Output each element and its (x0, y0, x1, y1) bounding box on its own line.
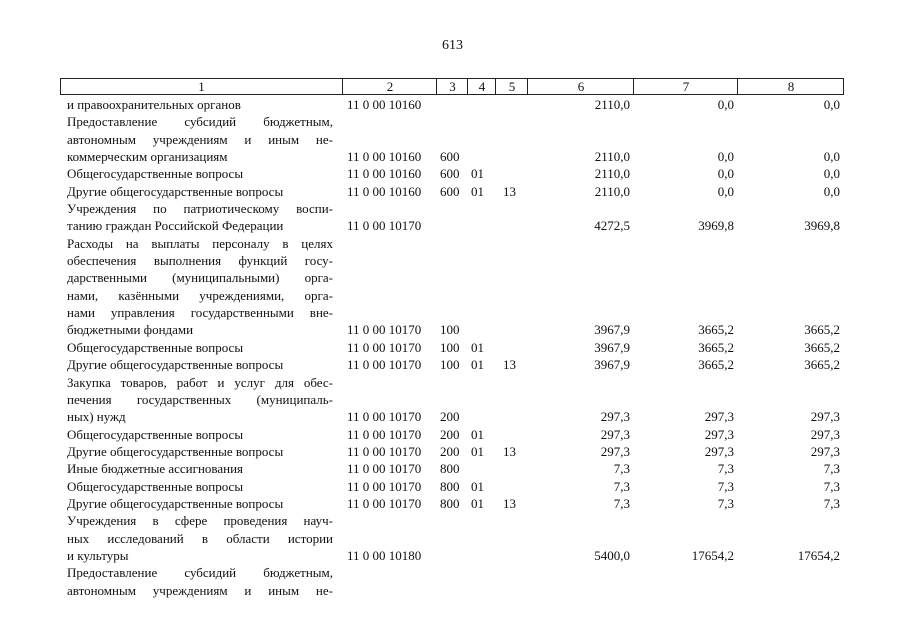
row-section: 01 (471, 339, 484, 355)
page-number: 613 (442, 38, 463, 53)
row-name: Иные бюджетные ассигнования (67, 461, 244, 477)
table-row (60, 512, 844, 529)
row-section: 01 (471, 166, 484, 182)
row-value-col8: 3665,2 (804, 322, 840, 338)
table-row (60, 96, 844, 113)
row-value-col7: 297,3 (704, 426, 734, 442)
table-row (60, 339, 844, 356)
row-value-col8: 297,3 (810, 426, 840, 442)
row-expense-type: 800 (440, 461, 460, 477)
table-row (60, 148, 844, 165)
table-row (60, 217, 844, 234)
row-value-col6: 7,3 (613, 495, 630, 511)
row-expense-type: 600 (440, 183, 460, 199)
row-name: нами, казёнными учреждениями, орга- (67, 287, 333, 303)
table-row (60, 495, 844, 512)
row-subsection: 13 (503, 443, 516, 459)
row-code: 11 0 00 10170 (347, 339, 422, 355)
row-name: печения государственных (муниципаль- (67, 391, 333, 407)
row-value-col6: 297,3 (600, 409, 630, 425)
table-row (60, 235, 844, 252)
header-col-4: 4 (467, 79, 496, 94)
row-name: Предоставление субсидий бюджетным, (67, 565, 333, 581)
row-name: Общегосударственные вопросы (67, 166, 244, 182)
row-section: 01 (471, 443, 484, 459)
table-row (60, 391, 844, 408)
row-section: 01 (471, 357, 484, 373)
row-value-col6: 3967,9 (594, 339, 630, 355)
row-value-col8: 3665,2 (804, 357, 840, 373)
table-row (60, 356, 844, 373)
row-value-col7: 3665,2 (698, 357, 734, 373)
table-row (60, 443, 844, 460)
row-value-col6: 2110,0 (594, 97, 630, 112)
row-value-col6: 5400,0 (594, 547, 630, 563)
row-value-col8: 0,0 (823, 183, 840, 199)
row-expense-type: 200 (440, 409, 460, 425)
row-name: Другие общегосударственные вопросы (67, 357, 284, 373)
header-col-6: 6 (527, 79, 634, 94)
row-code: 11 0 00 10170 (347, 443, 422, 459)
row-value-col8: 297,3 (810, 443, 840, 459)
table-row (60, 165, 844, 182)
row-value-col6: 2110,0 (594, 149, 630, 165)
row-value-col8: 0,0 (823, 149, 840, 165)
row-expense-type: 100 (440, 357, 460, 373)
row-name: ных) нужд (67, 409, 126, 425)
row-value-col7: 7,3 (717, 495, 734, 511)
table-row (60, 131, 844, 148)
table-row (60, 113, 844, 130)
header-col-2: 2 (342, 79, 437, 94)
row-code: 11 0 00 10170 (347, 495, 422, 511)
row-value-col8: 17654,2 (797, 547, 840, 563)
row-subsection: 13 (503, 183, 516, 199)
row-value-col8: 0,0 (823, 97, 840, 112)
row-expense-type: 200 (440, 443, 460, 459)
row-value-col7: 3665,2 (698, 322, 734, 338)
row-name: Общегосударственные вопросы (67, 478, 244, 494)
row-name: Учреждения в сфере проведения науч- (67, 513, 333, 529)
row-name: Общегосударственные вопросы (67, 339, 244, 355)
row-name: танию граждан Российской Федерации (67, 218, 284, 234)
table-row (60, 460, 844, 477)
table-row (60, 374, 844, 391)
table-row (60, 478, 844, 495)
row-value-col7: 17654,2 (691, 547, 734, 563)
row-value-col7: 0,0 (717, 97, 734, 112)
row-code: 11 0 00 10170 (347, 409, 422, 425)
row-code: 11 0 00 10160 (347, 183, 422, 199)
row-value-col7: 297,3 (704, 409, 734, 425)
row-value-col6: 297,3 (600, 426, 630, 442)
row-value-col8: 0,0 (823, 166, 840, 182)
table-row (60, 408, 844, 425)
row-name: коммерческим организациям (67, 149, 228, 165)
row-value-col7: 3969,8 (698, 218, 734, 234)
table-row (60, 321, 844, 338)
row-name: и правоохранительных органов (67, 97, 241, 112)
row-section: 01 (471, 478, 484, 494)
row-subsection: 13 (503, 495, 516, 511)
row-section: 01 (471, 495, 484, 511)
row-expense-type: 800 (440, 495, 460, 511)
table-row (60, 200, 844, 217)
row-value-col8: 7,3 (823, 495, 840, 511)
row-name: автономным учреждениям и иным не- (67, 131, 333, 147)
row-name: Расходы на выплаты персоналу в целях (67, 235, 333, 251)
row-code: 11 0 00 10170 (347, 322, 422, 338)
row-code: 11 0 00 10170 (347, 357, 422, 373)
row-name: и культуры (67, 547, 129, 563)
row-expense-type: 600 (440, 149, 460, 165)
row-name: дарственными (муниципальными) орга- (67, 270, 333, 286)
header-col-3: 3 (436, 79, 468, 94)
row-code: 11 0 00 10170 (347, 478, 422, 494)
table-body (60, 96, 844, 599)
row-value-col6: 4272,5 (594, 218, 630, 234)
row-subsection: 13 (503, 357, 516, 373)
row-name: Другие общегосударственные вопросы (67, 443, 284, 459)
row-expense-type: 200 (440, 426, 460, 442)
row-value-col8: 3665,2 (804, 339, 840, 355)
row-code: 11 0 00 10180 (347, 547, 422, 563)
row-value-col6: 2110,0 (594, 166, 630, 182)
row-value-col6: 3967,9 (594, 322, 630, 338)
row-code: 11 0 00 10160 (347, 97, 422, 112)
row-value-col8: 7,3 (823, 461, 840, 477)
row-value-col6: 7,3 (613, 461, 630, 477)
row-name: обеспечения выполнения функций госу- (67, 253, 333, 269)
row-expense-type: 100 (440, 322, 460, 338)
row-value-col7: 7,3 (717, 461, 734, 477)
row-value-col7: 0,0 (717, 166, 734, 182)
row-expense-type: 600 (440, 166, 460, 182)
table-row (60, 252, 844, 269)
row-name: Общегосударственные вопросы (67, 426, 244, 442)
row-value-col7: 0,0 (717, 149, 734, 165)
row-code: 11 0 00 10170 (347, 426, 422, 442)
row-code: 11 0 00 10160 (347, 166, 422, 182)
row-code: 11 0 00 10170 (347, 218, 422, 234)
row-value-col8: 3969,8 (804, 218, 840, 234)
row-value-col7: 0,0 (717, 183, 734, 199)
table-row (60, 547, 844, 564)
row-name: Другие общегосударственные вопросы (67, 183, 284, 199)
table-row (60, 582, 844, 599)
row-name: Закупка товаров, работ и услуг для обес- (67, 374, 333, 390)
row-name: ных исследований в области истории (67, 530, 333, 546)
row-value-col6: 2110,0 (594, 183, 630, 199)
row-value-col7: 3665,2 (698, 339, 734, 355)
header-col-7: 7 (633, 79, 738, 94)
row-name: Предоставление субсидий бюджетным, (67, 114, 333, 130)
row-name: бюджетными фондами (67, 322, 194, 338)
row-expense-type: 800 (440, 478, 460, 494)
row-name: нами управления государственными вне- (67, 305, 333, 321)
row-value-col8: 297,3 (810, 409, 840, 425)
table-row (60, 269, 844, 286)
table-row (60, 287, 844, 304)
row-section: 01 (471, 426, 484, 442)
header-col-1: 1 (198, 79, 205, 94)
row-name: Учреждения по патриотическому воспи- (67, 201, 333, 217)
row-value-col7: 297,3 (704, 443, 734, 459)
row-value-col6: 7,3 (613, 478, 630, 494)
header-col-5: 5 (495, 79, 528, 94)
table-header (60, 78, 844, 95)
row-code: 11 0 00 10160 (347, 149, 422, 165)
header-col-8: 8 (737, 79, 844, 94)
row-name: Другие общегосударственные вопросы (67, 495, 284, 511)
row-name: автономным учреждениям и иным не- (67, 582, 333, 598)
row-section: 01 (471, 183, 484, 199)
row-value-col6: 3967,9 (594, 357, 630, 373)
table-row (60, 426, 844, 443)
row-value-col6: 297,3 (600, 443, 630, 459)
table-row (60, 183, 844, 200)
row-value-col8: 7,3 (823, 478, 840, 494)
table-row (60, 564, 844, 581)
row-code: 11 0 00 10170 (347, 461, 422, 477)
row-expense-type: 100 (440, 339, 460, 355)
row-value-col7: 7,3 (717, 478, 734, 494)
table-row (60, 530, 844, 547)
table-row (60, 304, 844, 321)
